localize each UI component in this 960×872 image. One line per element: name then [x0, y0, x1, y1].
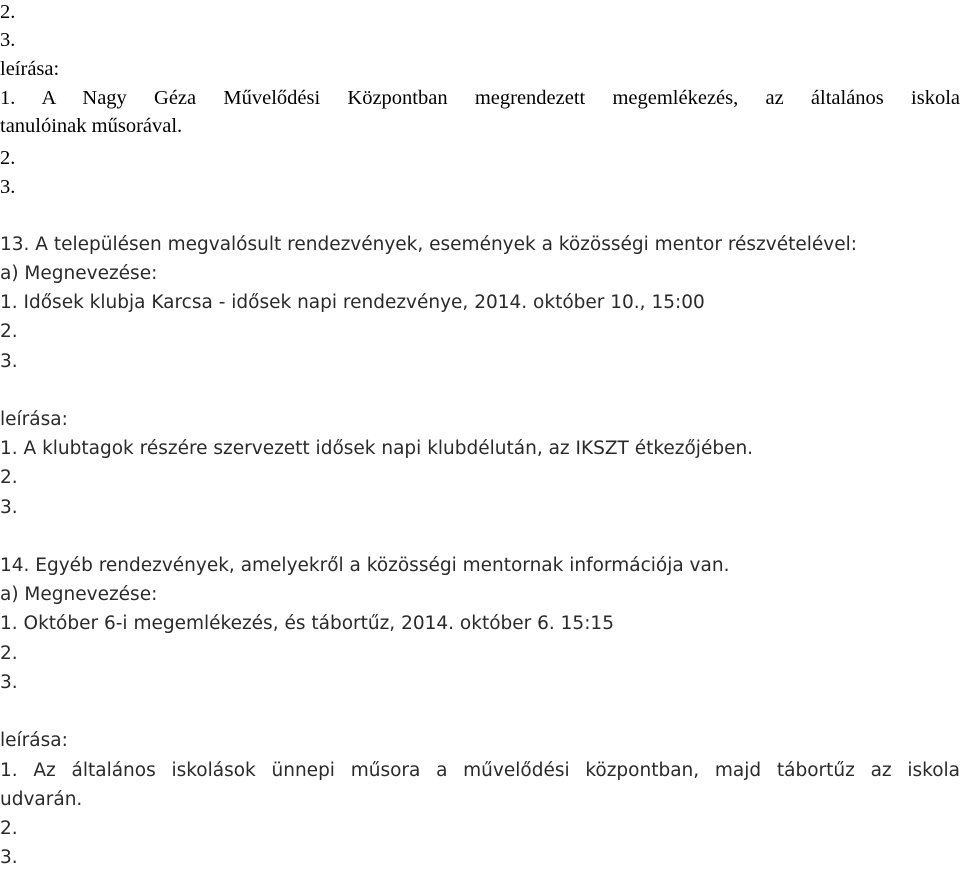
list-number: 2. — [0, 321, 18, 342]
list-number: 2. — [0, 147, 16, 169]
list-number: 3. — [0, 176, 16, 198]
description-line: 1. A klubtagok részére szervezett idősek napi klubdélután, az IKSZT étkezőjében. — [0, 438, 754, 459]
section-heading-14: 14. Egyéb rendezvények, amelyekről a közösségi mentornak információja van. — [0, 555, 730, 576]
list-number: 2. — [0, 818, 18, 839]
paragraph-line: tanulóinak műsorával. — [0, 115, 183, 137]
paragraph-line: 1. A Nagy Géza Művelődési Központban megrendezett megemlékezés, az általános iskola — [0, 87, 960, 109]
list-number: 3. — [0, 497, 18, 518]
section-heading-13: 13. A településen megvalósult rendezvények, események a közösségi mentor részvételével: — [0, 234, 857, 255]
field-label: a) Megnevezése: — [0, 263, 158, 284]
list-number: 3. — [0, 672, 18, 693]
list-number: 3. — [0, 847, 18, 868]
list-number: 2. — [0, 643, 18, 664]
field-label: a) Megnevezése: — [0, 584, 158, 605]
list-number: 3. — [0, 29, 16, 51]
list-number: 2. — [0, 1, 16, 23]
description-line: 1. Az általános iskolások ünnepi műsora a művelődési központban, majd tábortűz az iskola — [0, 760, 960, 781]
list-number: 3. — [0, 351, 18, 372]
field-label: leírása: — [0, 730, 68, 751]
event-name-line: 1. Idősek klubja Karcsa - idősek napi rendezvénye, 2014. október 10., 15:00 — [0, 292, 705, 313]
description-line: udvarán. — [0, 789, 83, 810]
list-number: 2. — [0, 467, 18, 488]
event-name-line: 1. Október 6-i megemlékezés, és tábortűz, 2014. október 6. 15:15 — [0, 613, 614, 634]
field-label: leírása: — [0, 409, 68, 430]
field-label: leírása: — [0, 58, 60, 80]
